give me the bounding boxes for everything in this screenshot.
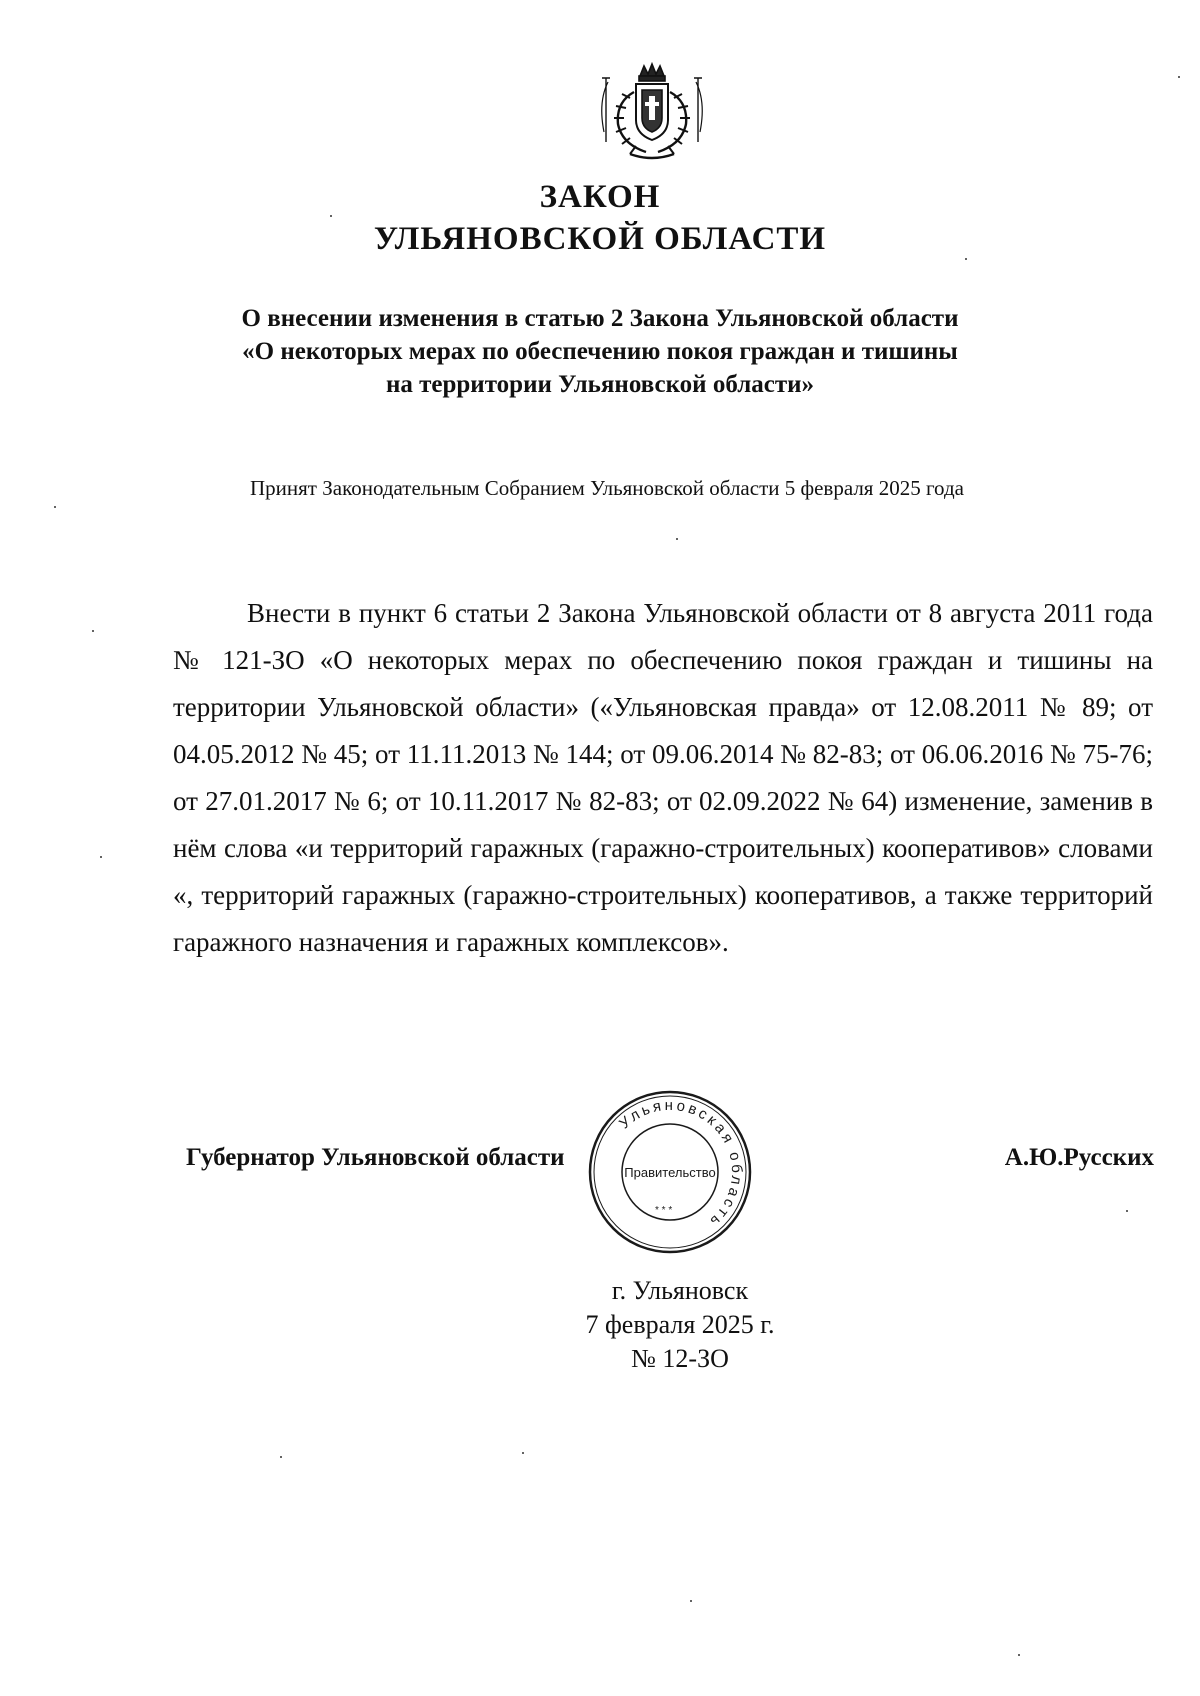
scan-speck	[522, 1452, 524, 1454]
document-city: г. Ульяновск	[611, 1276, 749, 1305]
scan-speck	[330, 215, 332, 217]
law-heading	[300, 176, 900, 260]
scan-speck	[280, 1456, 282, 1458]
scan-speck	[1018, 1654, 1020, 1656]
law-body-paragraph: Внести в пункт 6 статьи 2 Закона Ульяновской области от 8 августа 2011 года № 121-ЗО «О некоторых мерах по обеспечению покоя граждан и тишины на территории Ульяновской области» («Ульяновская правда» от 12.08.2011 № 89; от 04.05.2012 № 45; от 11.11.2013 № 144; от 09.06.2014 № 82-83; от 06.06.2016 № 75-76; от 27.01.2017 № 6; от 10.11.2017 № 82-83; от 02.09.2022 № 64) изменение, заменив в нём слова «и территорий гаражных (гаражно-строительных) кооперативов» словами «, территорий гаражных (гаражно-строительных) кооперативов, а также территорий гаражного назначения и гаражных комплексов».	[173, 598, 1153, 957]
document-date: 7 февраля 2025 г.	[585, 1310, 775, 1339]
coat-of-arms-emblem	[590, 62, 714, 166]
scan-speck	[1178, 76, 1180, 78]
signature-name: А.Ю.Русских	[1004, 1144, 1154, 1171]
law-title	[200, 302, 1000, 401]
document-number: № 12-ЗО	[631, 1344, 729, 1373]
scan-speck	[1126, 1210, 1128, 1212]
scan-speck	[676, 538, 678, 540]
scan-speck	[92, 630, 94, 632]
seal-center-text: Правительство	[624, 1165, 716, 1180]
svg-text:* * *: * * *	[655, 1205, 673, 1216]
scan-speck	[965, 258, 967, 260]
law-heading-line1: ЗАКОН	[539, 179, 661, 215]
law-title-line2: «О некоторых мерах по обеспечению покоя граждан и тишины	[242, 338, 958, 365]
law-title-line1: О внесении изменения в статью 2 Закона Ульяновской области	[241, 305, 959, 332]
scan-speck	[100, 856, 102, 858]
scan-speck	[690, 1600, 692, 1602]
document-footer	[520, 1274, 840, 1376]
law-title-line3: на территории Ульяновской области»	[385, 371, 815, 398]
svg-text:Ульяновская область: Ульяновская область	[616, 1096, 746, 1232]
official-seal-stamp	[585, 1087, 755, 1257]
scan-speck	[54, 506, 56, 508]
law-heading-line2: УЛЬЯНОВСКОЙ ОБЛАСТИ	[373, 221, 827, 257]
adoption-note: Принят Законодательным Собранием Ульяновской области 5 февраля 2025 года	[250, 476, 964, 500]
signature-position: Губернатор Ульяновской области	[186, 1144, 565, 1171]
